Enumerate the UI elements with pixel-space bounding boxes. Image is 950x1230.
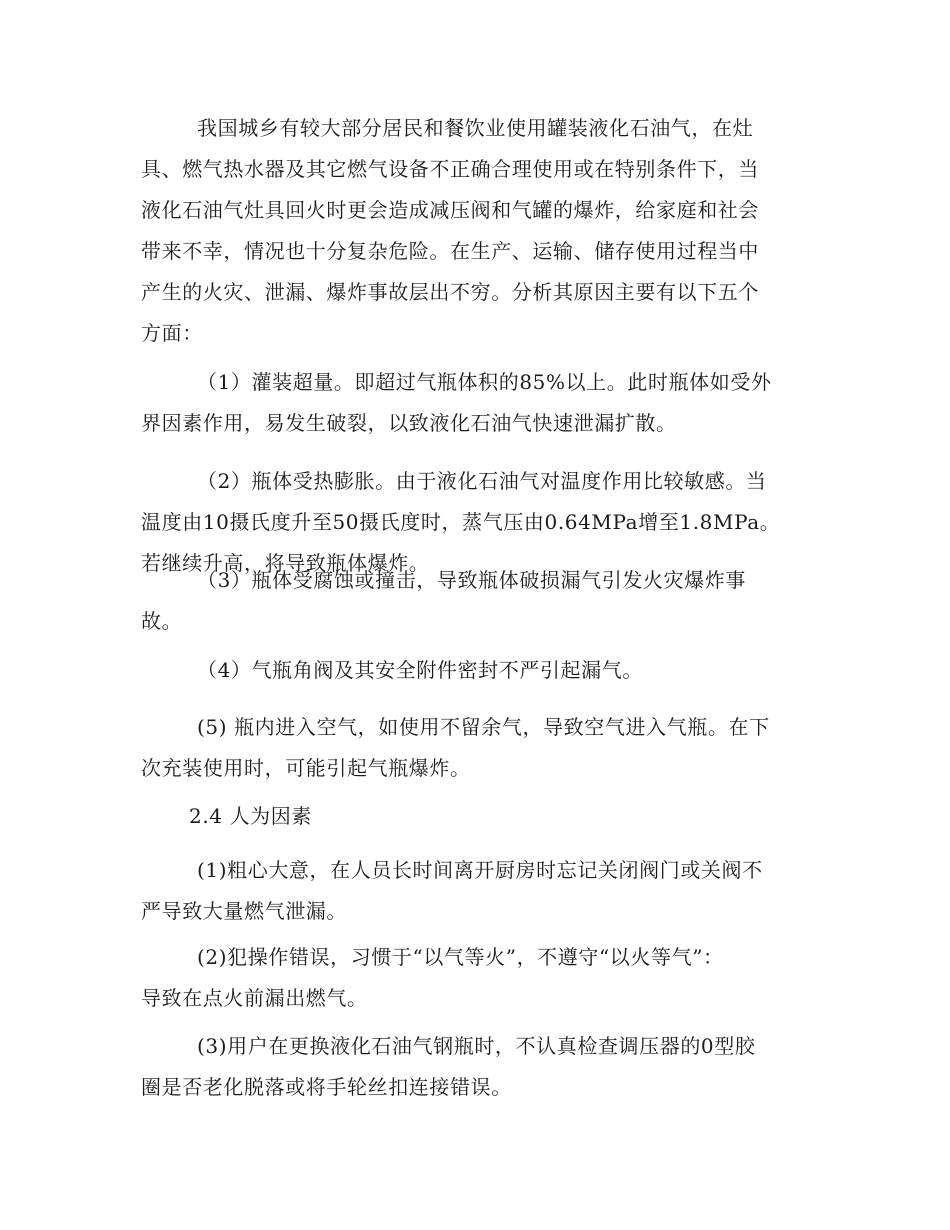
text-line: (5) 瓶内进入空气，如使用不留余气，导致空气进入气瓶。在下 [197,715,770,739]
text-line: 液化石油气灶具回火时更会造成减压阀和气罐的爆炸，给家庭和社会 [141,198,759,222]
paragraph-item-4 [141,650,805,691]
text-line: （1）灌装超量。即超过气瓶体积的85%以上。此时瓶体如受外 [197,370,772,394]
text-line: 界因素作用，易发生破裂，以致液化石油气快速泄漏扩散。 [141,411,677,435]
text-line: （4）气瓶角阀及其安全附件密封不严引起漏气。 [197,658,643,682]
text-line: 产生的火灾、泄漏、爆炸事故层出不穷。分析其原因主要有以下五个 [141,280,759,304]
text-line: 温度由10摄氏度升至50摄氏度时，蒸气压由0.64MPa增至1.8MPa。 [141,510,781,534]
heading-text: 2.4 人为因素 [189,804,312,828]
text-line: 带来不幸，情况也十分复杂危险。在生产、运输、储存使用过程当中 [141,239,759,263]
paragraph-human-1 [141,850,805,932]
text-line: (1)粗心大意，在人员长时间离开厨房时忘记关闭阀门或关阀不 [197,858,763,882]
paragraph-human-2 [141,937,805,1019]
text-line: 严导致大量燃气泄漏。 [141,899,347,923]
paragraph-item-5 [141,707,805,789]
text-line: 方面： [141,321,203,345]
text-line: (3)用户在更换液化石油气钢瓶时，不认真检查调压器的0型胶 [197,1034,756,1058]
paragraph-item-3 [141,560,805,642]
text-line: (2)犯操作错误，习惯于“以气等火”，不遵守“以火等气”： [197,945,724,969]
paragraph-item-1 [141,362,805,444]
text-line: 故。 [141,609,183,633]
text-line: 次充装使用时，可能引起气瓶爆炸。 [141,756,471,780]
paragraph-intro [141,108,805,354]
paragraph-human-3 [141,1026,805,1108]
text-line: （2）瓶体受热膨胀。由于液化石油气对温度作用比较敏感。当 [197,469,767,493]
text-line: 我国城乡有较大部分居民和餐饮业使用罐装液化石油气，在灶 [197,116,754,140]
text-line: 圈是否老化脱落或将手轮丝扣连接错误。 [141,1075,512,1099]
text-line: 导致在点火前漏出燃气。 [141,986,368,1010]
text-line: 具、燃气热水器及其它燃气设备不正确合理使用或在特别条件下，当 [141,157,759,181]
text-line: 若继续升高，将导致瓶体爆炸。 [141,551,430,575]
section-heading [141,796,805,837]
text-line: （3）瓶体受腐蚀或撞击，导致瓶体破损漏气引发火灾爆炸事 [197,568,746,592]
